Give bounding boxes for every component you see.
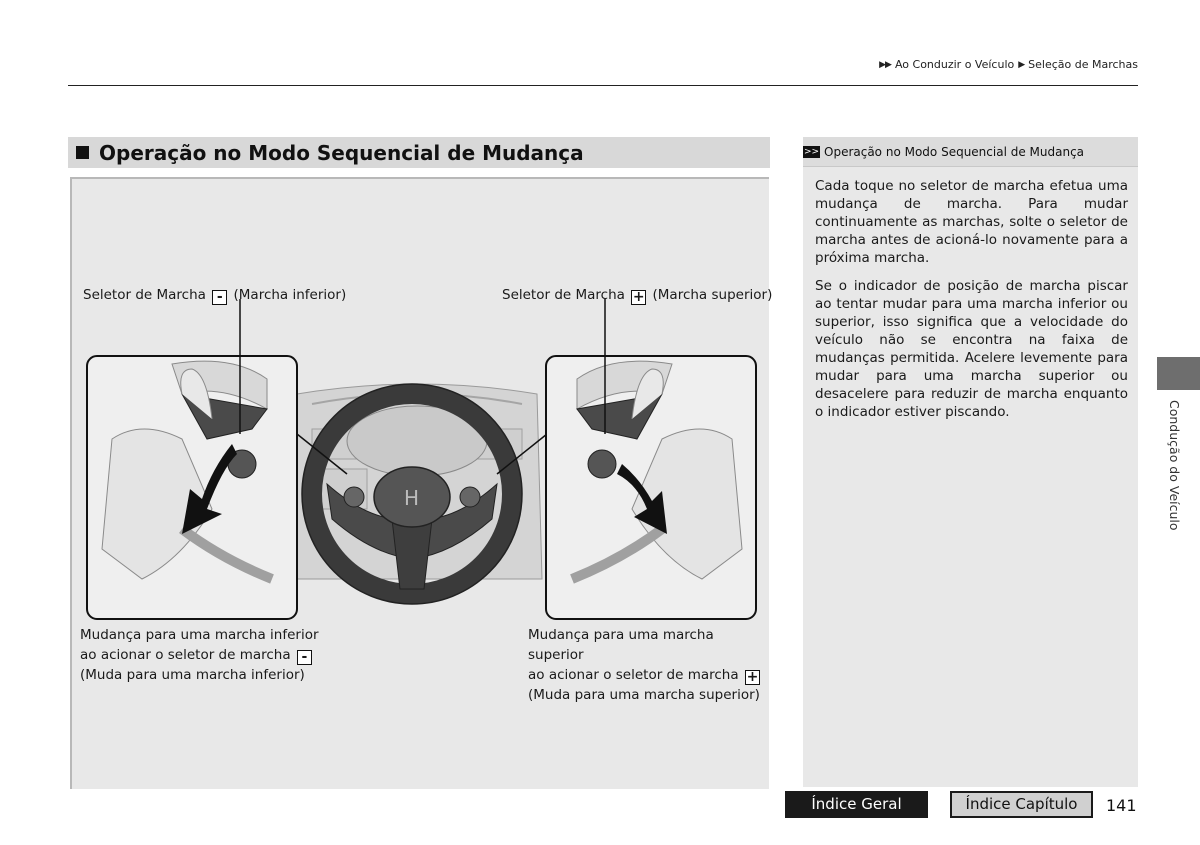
minus-key-icon: - <box>297 650 312 665</box>
plus-key-icon: + <box>632 289 645 305</box>
square-bullet-icon <box>76 146 89 159</box>
side-note-header[interactable] <box>803 137 1138 167</box>
reference-icon: >> <box>803 146 820 157</box>
double-arrow-icon: ▶▶ <box>879 59 891 70</box>
minus-key-icon: - <box>212 290 227 305</box>
illustration-panel <box>70 177 773 789</box>
caption-upshift: Mudança para uma marcha superior ao acionar o seletor de marcha + (Muda para uma marcha superior) <box>528 627 760 703</box>
arrow-icon: ▶ <box>1018 59 1025 70</box>
label-downshift-selector: Seletor de Marcha - (Marcha inferior) <box>83 287 347 305</box>
chapter-label: Condução do Veículo <box>1167 400 1182 531</box>
honda-logo: H <box>404 486 420 510</box>
breadcrumb <box>879 58 1138 71</box>
section-title-bar <box>68 137 770 168</box>
breadcrumb-item-driving[interactable]: Ao Conduzir o Veículo <box>894 58 1015 71</box>
side-note-panel <box>803 137 1138 787</box>
label-upshift-selector: Seletor de Marcha + (Marcha superior) <box>502 287 773 305</box>
plus-key-icon: + <box>746 669 759 685</box>
right-detail-box <box>546 299 756 619</box>
side-note-paragraph: Cada toque no seletor de marcha efetua uma mudança de marcha. Para mudar continuamente as marchas, solte o seletor de marcha antes de acioná-lo novamente para a próxima marcha. <box>815 178 1128 266</box>
header-rule <box>68 85 1138 86</box>
side-note-paragraph: Se o indicador de posição de marcha piscar ao tentar mudar para uma marcha inferior ou superior, isso significa que a velocidade do veículo não se encontra na faixa de mudanças permitida. Acelere levemente para mudar para uma marcha superior ou desacelere para reduzir de marcha enquanto o indicador estiver piscando. <box>815 278 1128 420</box>
breadcrumb-item-gear-selection[interactable]: Seleção de Marchas <box>1028 58 1138 71</box>
chapter-index-button[interactable]: Índice Capítulo <box>950 791 1093 818</box>
section-title: Operação no Modo Sequencial de Mudança <box>99 140 584 165</box>
left-detail-box <box>87 299 297 619</box>
general-index-button[interactable]: Índice Geral <box>785 791 928 818</box>
page-number: 141 <box>1106 796 1137 815</box>
caption-downshift: Mudança para uma marcha inferior ao acionar o seletor de marcha - (Muda para uma marcha inferior) <box>80 627 319 683</box>
chapter-tab[interactable] <box>1157 357 1200 390</box>
side-note-title: Operação no Modo Sequencial de Mudança <box>824 144 1085 159</box>
